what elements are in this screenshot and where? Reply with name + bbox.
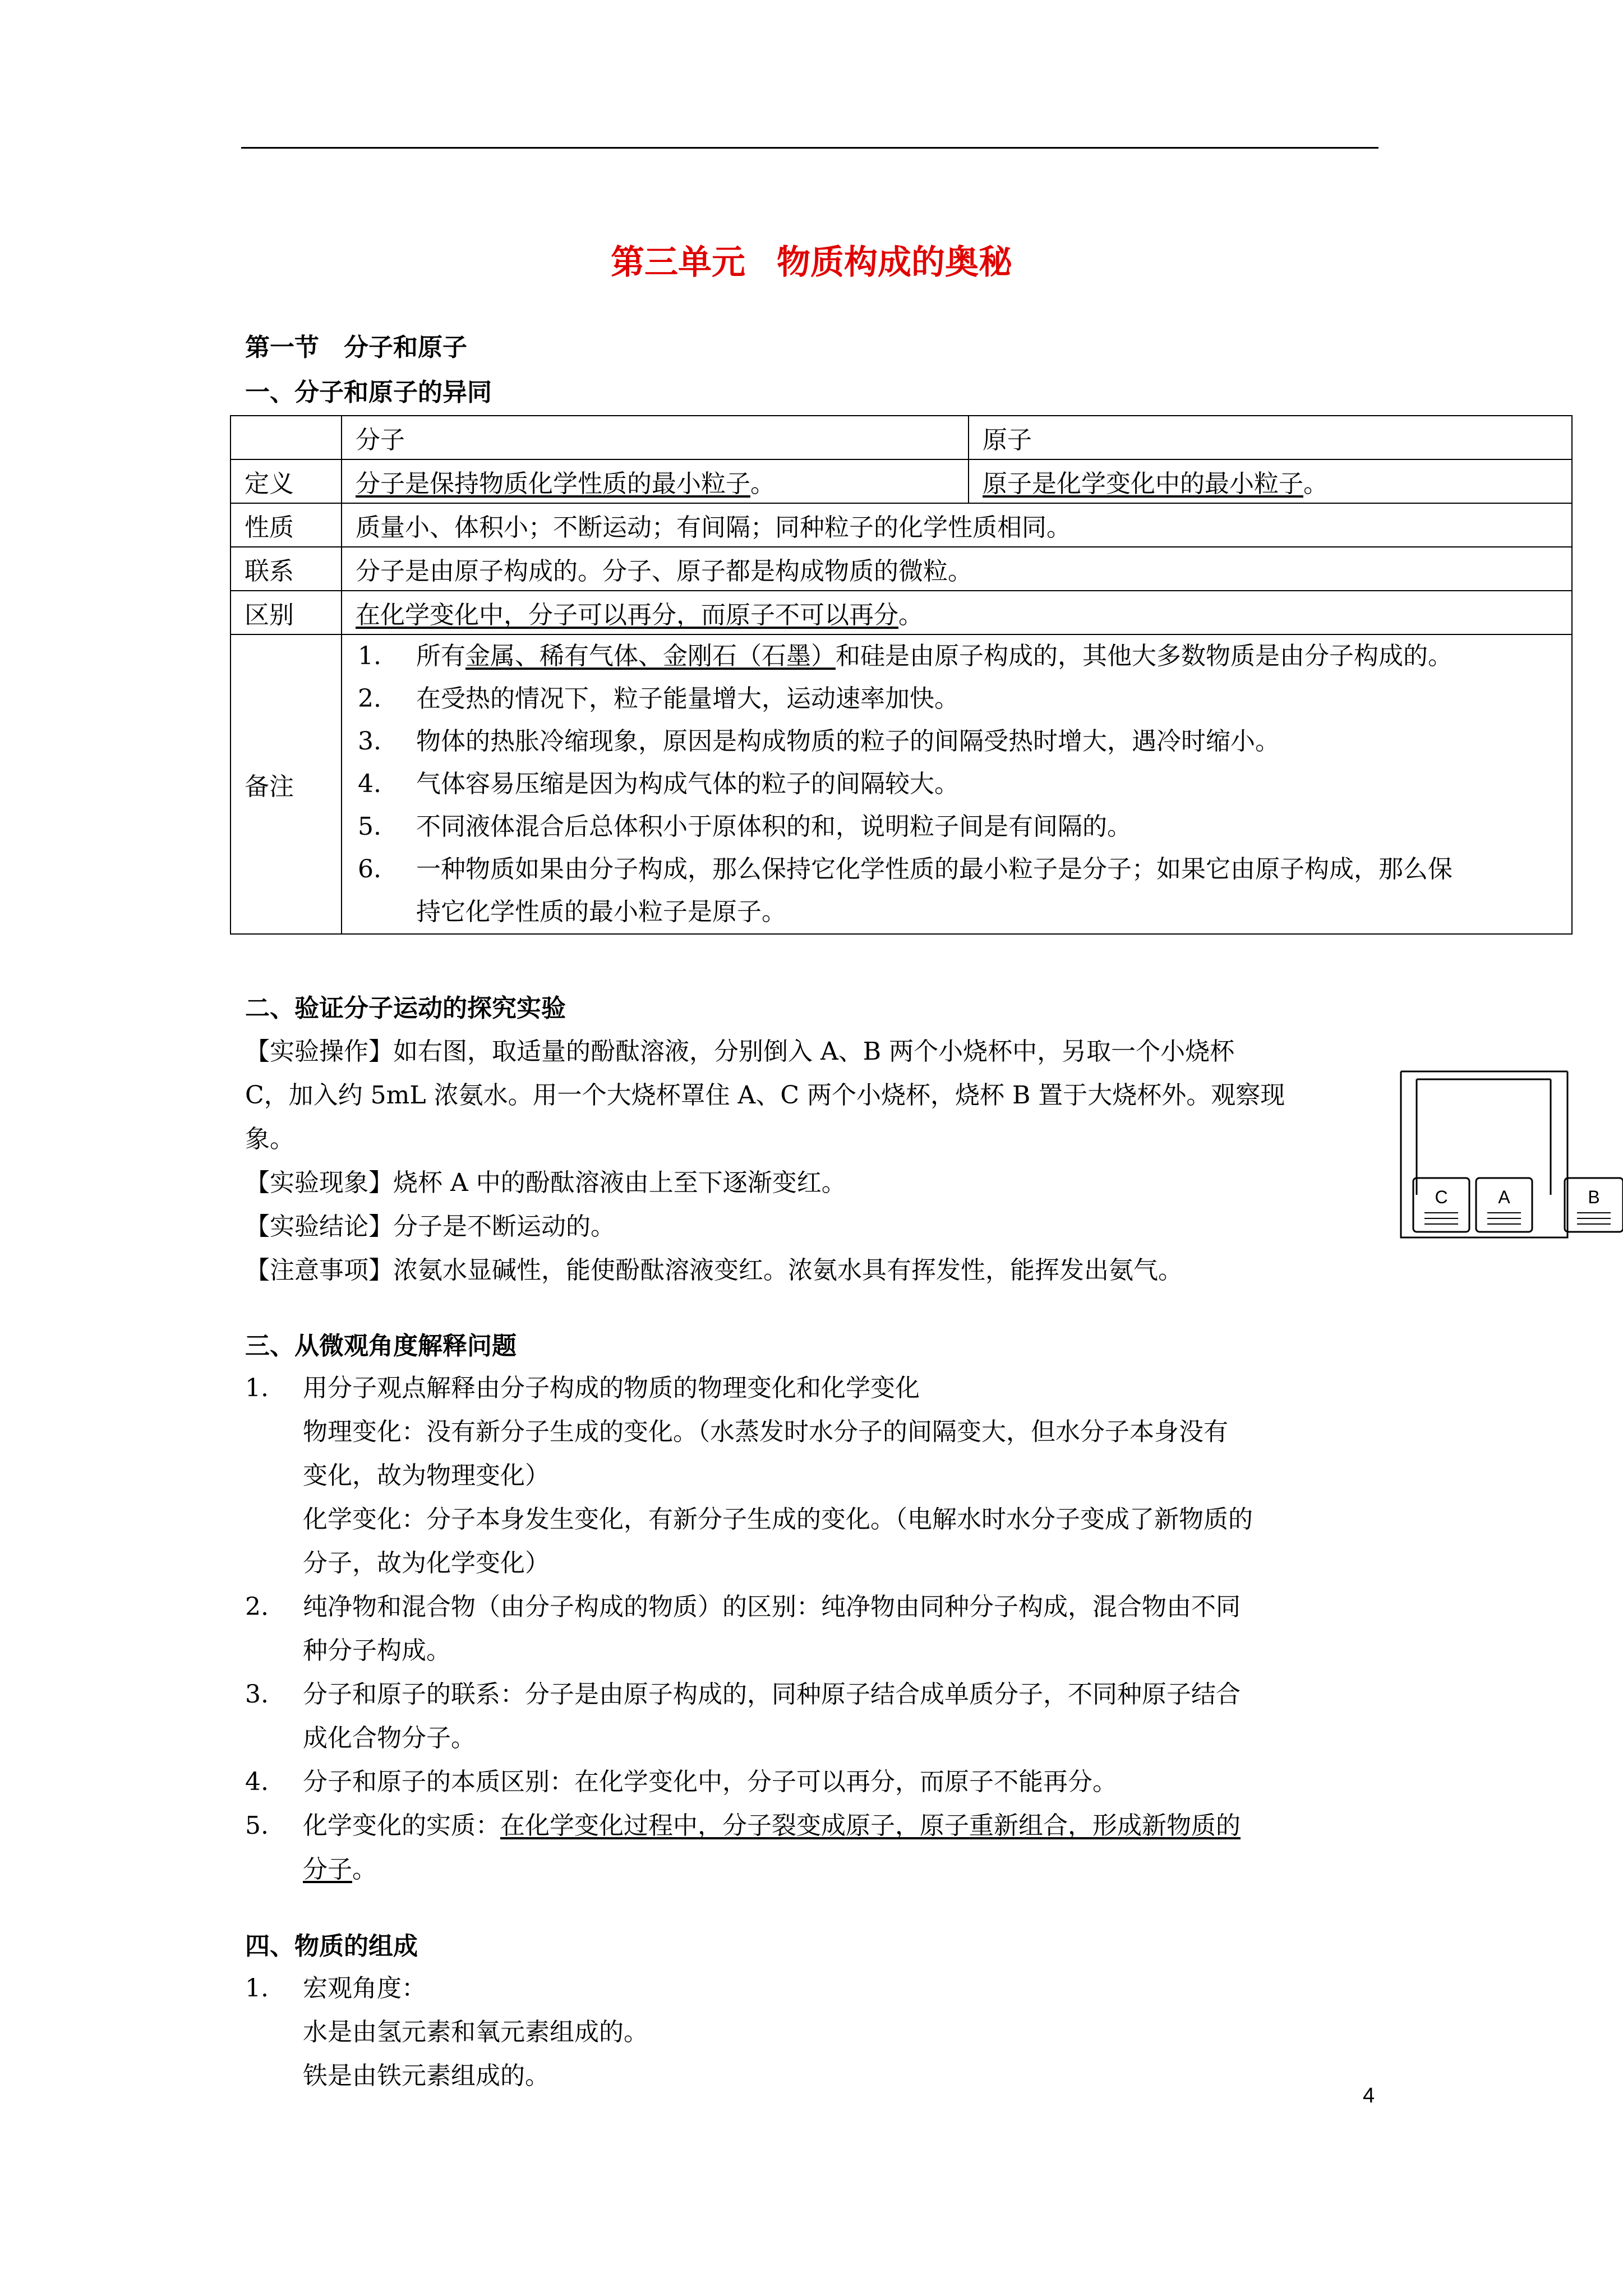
experiment-operation-line3: 象。 [245,1125,294,1153]
item-text: 铁是由铁元素组成的。 [303,2062,550,2090]
table-col-atom: 原子 [969,416,1572,459]
notes-list [358,635,1571,933]
item-underlined: 分子 [303,1855,352,1884]
list-item [245,1366,1384,1585]
title-unit: 第三单元 [611,243,745,282]
item-number: 4. [245,1768,269,1796]
section3-heading: 三、从微观角度解释问题 [245,1332,517,1360]
section1-heading: 第一节 分子和原子 [245,333,467,362]
section1-subheading: 一、分子和原子的异同 [245,378,492,407]
item-text: 成化合物分子。 [303,1724,476,1752]
item-text: 宏观角度： [303,1974,426,2003]
relation-text: 分子是由原子构成的。分子、原子都是构成物质的微粒。 [342,547,1572,591]
note-item [358,720,1571,763]
item-number: 5. [245,1811,269,1840]
difference-end: 。 [898,601,923,629]
note-text: 一种物质如果由分子构成，那么保持它化学性质的最小粒子是分子；如果它由原子构成，那么保 [416,855,1453,884]
note-number: 5. [358,812,381,841]
table-row-property [230,503,1572,547]
note-number: 1. [358,642,381,670]
list-item [245,1804,1384,1892]
beaker-c-label: C [1435,1187,1448,1207]
item-text: 种分子构成。 [303,1636,451,1665]
beaker-diagram [1396,1066,1623,1251]
table-row-definition [230,459,1572,503]
note-text: 在受热的情况下，粒子能量增大，运动速率加快。 [416,684,959,713]
page-title [0,236,1623,284]
table-row-difference [230,591,1572,634]
experiment-note: 【注意事项】浓氨水显碱性，能使酚酞溶液变红。浓氨水具有挥发性，能挥发出氨气。 [245,1256,1183,1285]
note-item [358,848,1571,933]
item-text: 化学变化的实质： [303,1811,500,1840]
note-text: 气体容易压缩是因为构成气体的粒子的间隔较大。 [416,770,959,798]
molecule-definition-text: 分子是保持物质化学性质的最小粒子 [356,470,750,498]
row-label-relation: 联系 [230,547,342,591]
atom-definition-text: 原子是化学变化中的最小粒子 [983,470,1303,498]
note-number: 3. [358,727,381,756]
row-label-property: 性质 [230,503,342,547]
row-label-notes: 备注 [230,634,342,934]
table-row-relation [230,547,1572,591]
note-underlined: 金属、稀有气体、金刚石（石墨） [465,642,836,670]
table-col-molecule: 分子 [342,416,969,459]
item-number: 1. [245,1974,269,2003]
item-underlined: 在化学变化过程中，分子裂变成原子，原子重新组合，形成新物质的 [500,1811,1241,1840]
experiment-operation-line2: C，加入约 5mL 浓氨水。用一个大烧杯罩住 A、C 两个小烧杯，烧杯 B 置于大烧杯外。观察现 [245,1081,1285,1110]
item-text: 水是由氢元素和氧元素组成的。 [303,2018,648,2046]
experiment-operation-line1: 【实验操作】如右图，取适量的酚酞溶液，分别倒入 A、B 两个小烧杯中，另取一个小烧杯 [245,1037,1235,1066]
note-text: 和硅是由原子构成的，其他大多数物质是由分子构成的。 [836,642,1453,670]
list-item [245,1760,1384,1804]
note-item [358,763,1571,806]
note-number: 6. [358,855,381,884]
difference-underlined: 在化学变化中，分子可以再分，而原子不可以再分 [356,601,898,629]
item-text: 分子和原子的联系：分子是由原子构成的，同种原子结合成单质分子，不同种原子结合 [303,1680,1241,1709]
item-text: 化学变化：分子本身发生变化，有新分子生成的变化。（电解水时水分子变成了新物质的 [303,1505,1253,1534]
property-text: 质量小、体积小；不断运动；有间隔；同种粒子的化学性质相同。 [342,503,1572,547]
note-item [358,806,1571,848]
molecule-definition [342,459,969,503]
experiment-conclusion: 【实验结论】分子是不断运动的。 [245,1212,615,1241]
beaker-b-label: B [1588,1187,1600,1207]
beaker-a-label: A [1498,1187,1510,1207]
item-text: 。 [352,1855,377,1884]
molecule-definition-end: 。 [750,470,775,498]
note-text: 物体的热胀冷缩现象，原因是构成物质的粒子的间隔受热时增大，遇冷时缩小。 [416,727,1280,756]
item-text: 分子和原子的本质区别：在化学变化中，分子可以再分，而原子不能再分。 [303,1768,1117,1796]
difference-text [342,591,1572,634]
list-item [245,1585,1384,1673]
row-label-definition: 定义 [230,459,342,503]
note-number: 2. [358,684,381,713]
row-label-difference: 区别 [230,591,342,634]
item-number: 1. [245,1374,269,1402]
note-text: 不同液体混合后总体积小于原体积的和，说明粒子间是有间隔的。 [416,812,1132,841]
item-number: 3. [245,1680,269,1709]
title-topic: 物质构成的奥秘 [777,243,1012,282]
header-rule [241,147,1378,149]
note-text: 持它化学性质的最小粒子是原子。 [416,898,786,926]
item-text: 用分子观点解释由分子构成的物质的物理变化和化学变化 [303,1374,920,1402]
item-text: 物理变化：没有新分子生成的变化。（水蒸发时水分子的间隔变大，但水分子本身没有 [303,1418,1228,1446]
table-header-row [230,416,1572,459]
list-item [245,1967,1384,2098]
item-text: 变化，故为物理变化） [303,1461,550,1490]
notes-cell [342,634,1572,934]
note-number: 4. [358,770,381,798]
item-text: 分子，故为化学变化） [303,1549,550,1577]
note-text: 所有 [416,642,465,670]
table-corner-cell [230,416,342,459]
page-number: 4 [1363,2084,1375,2108]
section4-list [245,1967,1384,2098]
section4-heading: 四、物质的组成 [245,1932,418,1961]
section2-heading: 二、验证分子运动的探究实验 [245,994,566,1023]
list-item [245,1673,1384,1760]
section3-list [245,1366,1384,1892]
item-number: 2. [245,1593,269,1621]
table-row-notes [230,634,1572,934]
item-text: 纯净物和混合物（由分子构成的物质）的区别：纯净物由同种分子构成，混合物由不同 [303,1593,1241,1621]
note-item [358,678,1571,720]
comparison-table [230,415,1573,935]
note-item [358,635,1571,678]
atom-definition [969,459,1572,503]
experiment-phenomenon: 【实验现象】烧杯 A 中的酚酞溶液由上至下逐渐变红。 [245,1168,846,1197]
atom-definition-end: 。 [1303,470,1328,498]
